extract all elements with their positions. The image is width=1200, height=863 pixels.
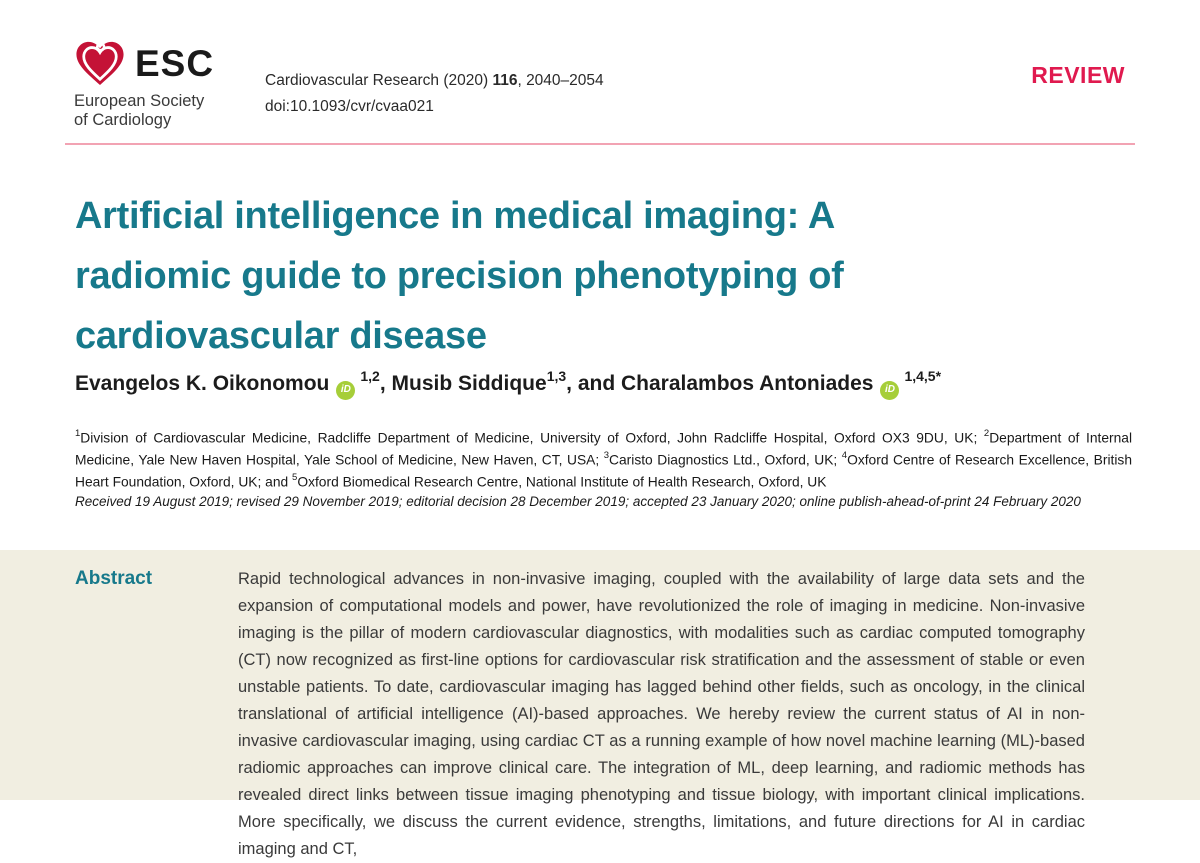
abstract-heading: Abstract — [75, 568, 153, 589]
publication-history: Received 19 August 2019; revised 29 November 2019; editorial decision 28 December 2019; accepted 23 January 2020; online publish-ahead-of-print 24 February 2020 — [75, 494, 1081, 509]
volume-number: 116 — [492, 72, 518, 89]
page-title: Artificial intelligence in medical imaging: A radiomic guide to precision phenotyping of cardiovascular disease — [75, 195, 844, 357]
header-divider — [65, 143, 1135, 145]
article-type-badge: REVIEW — [1031, 62, 1125, 88]
journal-citation — [265, 68, 604, 119]
abstract-section — [0, 550, 1200, 858]
author-affil-sup: 1,4,5* — [904, 368, 942, 384]
author-affil-sup: 1,3 — [546, 368, 567, 384]
logo-society-name: European Society of Cardiology — [74, 92, 205, 129]
abstract-text: Rapid technological advances in non-invasive imaging, coupled with the availability of large data sets and the expansion of computational models and power, have revolutionized the role of imaging in medicine. Non-invasive imaging is the pillar of modern cardiovascular diagnostics, with modalities such as cardiac computed tomography (CT) now recognized as first-line options for cardiovascular risk stratification and the assessment of stable or even unstable patients. To date, cardiovascular imaging has lagged behind other fields, such as oncology, in the clinical translational of artificial intelligence (AI)-based approaches. We hereby review the current status of AI in non-invasive cardiovascular imaging, using cardiac CT as a running example of how novel machine learning (ML)-based radiomic approaches can improve clinical care. The integration of ML, deep learning, and radiomic methods has revealed direct links between tissue imaging phenotyping and tissue biology, with important clinical implications. More specifically, we discuss the current evidence, strengths, limitations, and future directions for AI in cardiac imaging and CT, — [238, 570, 1085, 858]
citation-line: Cardiovascular Research (2020) 116, 2040–2054 — [265, 72, 604, 89]
orcid-icon: iD — [880, 381, 899, 400]
author: Evangelos K. Oikonomou iD$^{1,2}$, — [75, 372, 392, 395]
esc-heart-icon — [74, 38, 126, 88]
author: Charalambos Antoniades $iD^{1,4,5*}$ — [621, 372, 941, 395]
logo-abbr: ESC — [135, 42, 215, 84]
doi-line: doi:10.1093/cvr/cvaa021 — [265, 97, 434, 115]
orcid-icon: iD — [336, 381, 355, 400]
author: Musib Siddique$^{1,3}$, and — [391, 368, 621, 395]
esc-logo — [74, 38, 274, 130]
author-list — [75, 368, 1165, 400]
affiliations: $^1$Division of Cardiovascular Medicine, Radcliffe Department of Medicine, University of Oxford, John Radcliffe Hospital, Oxford OX3 9DU, UK; $^2$Department of Internal Medicine, Yale New Haven Hospital, Yale School of Medicine, New Haven, CT, USA; $^3$Caristo Diagnostics Ltd., Oxford, UK; $^4$Oxford Centre of Research Excellence, British Heart Foundation, Oxford, UK; and $^5$Oxford Biomedical Research Centre, National Institute of Health Research, Oxford, UK — [75, 428, 1133, 490]
author-affil-sup: 1,2 — [360, 368, 380, 384]
